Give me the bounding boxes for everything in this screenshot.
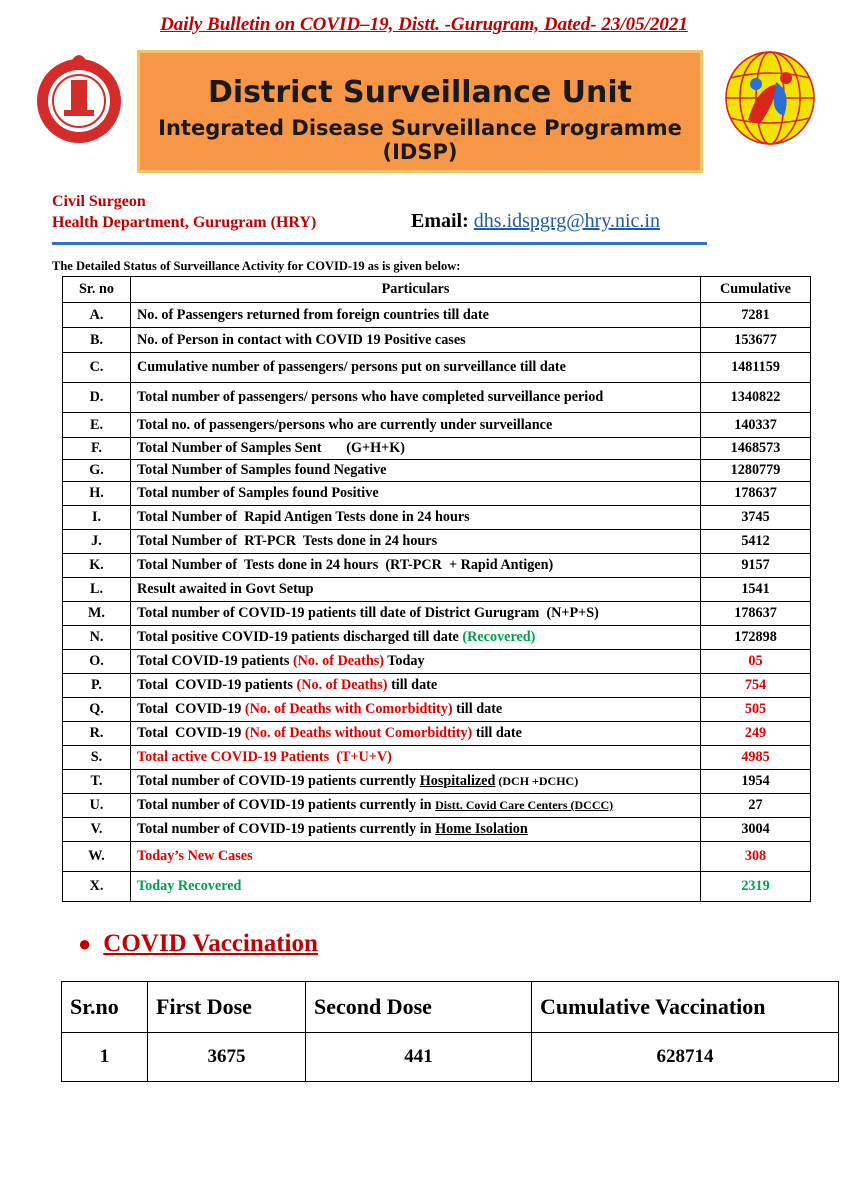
particulars-text: Total Number of RT-PCR Tests done in 24 hours <box>137 533 438 549</box>
row-particulars <box>131 794 701 818</box>
row-cumulative-value: 4985 <box>701 746 811 770</box>
particulars-text: (No. of Deaths without Comorbidtity) <box>244 725 473 741</box>
particulars-text: Total number of COVID-19 patients till date of District Gurugram (N+P+S) <box>137 605 599 621</box>
row-particulars <box>131 770 701 794</box>
row-particulars <box>131 438 701 460</box>
row-particulars <box>131 303 701 328</box>
particulars-text: No. of Person in contact with COVID 19 Positive cases <box>137 331 466 348</box>
row-cumulative-value: 5412 <box>701 530 811 554</box>
particulars-text: Total no. of passengers/persons who are currently under surveillance <box>137 416 553 433</box>
row-sr-no: F. <box>63 438 131 460</box>
civil-surgeon-line: Civil Surgeon <box>52 193 146 210</box>
particulars-text: No. of Passengers returned from foreign countries till date <box>137 306 489 323</box>
row-particulars <box>131 530 701 554</box>
particulars-text: (No. of Deaths with Comorbidtity) <box>244 701 453 717</box>
table-row <box>63 602 811 626</box>
civil-surgeon-block <box>52 191 316 233</box>
table-row <box>63 383 811 413</box>
row-particulars <box>131 626 701 650</box>
table-row <box>63 506 811 530</box>
table-row <box>63 413 811 438</box>
particulars-text: Cumulative number of passengers/ persons put on surveillance till date <box>137 359 566 375</box>
email-link[interactable]: dhs.idspgrg@hry.nic.in <box>473 210 660 232</box>
row-sr-no: S. <box>63 746 131 770</box>
particulars-text: Total Number of Tests done in 24 hours (RT-PCR + Rapid Antigen) <box>137 557 554 573</box>
row-sr-no: L. <box>63 578 131 602</box>
vac-second-dose: 441 <box>306 1033 532 1082</box>
row-cumulative-value: 1541 <box>701 578 811 602</box>
table-row <box>63 482 811 506</box>
vac-header-cumulative: Cumulative Vaccination <box>532 982 839 1033</box>
table-row <box>63 698 811 722</box>
banner-title: District Surveillance Unit <box>207 75 633 110</box>
particulars-text: (DCH +DCHC) <box>495 774 579 788</box>
particulars-text: Total number of COVID-19 patients currently in <box>137 797 436 813</box>
particulars-text: Total positive COVID-19 patients discharged till date <box>137 629 463 645</box>
row-particulars <box>131 674 701 698</box>
row-cumulative-value: 754 <box>701 674 811 698</box>
vaccination-heading <box>78 930 318 958</box>
row-sr-no: D. <box>63 383 131 413</box>
row-sr-no: P. <box>63 674 131 698</box>
particulars-text: Total COVID-19 patients <box>137 653 293 669</box>
header-banner <box>137 50 703 173</box>
email-block <box>411 210 660 233</box>
row-cumulative-value: 249 <box>701 722 811 746</box>
particulars-text: Total COVID-19 patients <box>137 677 297 693</box>
surveillance-table <box>62 276 811 902</box>
vac-cumulative: 628714 <box>532 1033 839 1082</box>
row-cumulative-value: 140337 <box>701 413 811 438</box>
row-sr-no: I. <box>63 506 131 530</box>
row-cumulative-value: 2319 <box>701 872 811 902</box>
row-sr-no: O. <box>63 650 131 674</box>
particulars-text: till date <box>387 677 438 693</box>
row-sr-no: Q. <box>63 698 131 722</box>
particulars-text: (No. of Deaths) <box>296 677 388 693</box>
row-particulars <box>131 746 701 770</box>
particulars-text: Today’s New Cases <box>137 848 253 864</box>
row-sr-no: G. <box>63 460 131 482</box>
row-cumulative-value: 1340822 <box>701 383 811 413</box>
row-cumulative-value: 505 <box>701 698 811 722</box>
row-sr-no: T. <box>63 770 131 794</box>
vaccination-heading-text: COVID Vaccination <box>103 930 318 957</box>
table-row <box>63 353 811 383</box>
header-particulars: Particulars <box>131 277 701 303</box>
row-particulars <box>131 328 701 353</box>
row-particulars <box>131 413 701 438</box>
row-sr-no: J. <box>63 530 131 554</box>
row-cumulative-value: 7281 <box>701 303 811 328</box>
vac-header-sr-no: Sr.no <box>62 982 148 1033</box>
table-row <box>63 626 811 650</box>
row-cumulative-value: 1481159 <box>701 353 811 383</box>
row-cumulative-value: 1280779 <box>701 460 811 482</box>
particulars-text: Total COVID-19 <box>137 701 245 717</box>
row-sr-no: X. <box>63 872 131 902</box>
row-cumulative-value: 178637 <box>701 482 811 506</box>
row-cumulative-value: 1468573 <box>701 438 811 460</box>
row-particulars <box>131 353 701 383</box>
particulars-text: Total number of COVID-19 patients currently <box>137 773 420 789</box>
table-row <box>63 872 811 902</box>
row-particulars <box>131 650 701 674</box>
row-cumulative-value: 308 <box>701 842 811 872</box>
row-particulars <box>131 578 701 602</box>
row-cumulative-value: 1954 <box>701 770 811 794</box>
health-department-line: Health Department, Gurugram (HRY) <box>52 214 317 231</box>
particulars-text: Distt. Covid Care Centers (DCCC) <box>435 798 614 812</box>
row-sr-no: R. <box>63 722 131 746</box>
banner-subtitle: Integrated Disease Surveillance Programme (IDSP) <box>158 116 682 164</box>
row-cumulative-value: 153677 <box>701 328 811 353</box>
idsp-globe-logo <box>722 48 818 148</box>
bulletin-title: Daily Bulletin on COVID–19, Distt. -Gurugram, Dated- 23/05/2021 <box>160 14 688 35</box>
row-sr-no: M. <box>63 602 131 626</box>
row-particulars <box>131 872 701 902</box>
particulars-text: Total number of passengers/ persons who have completed surveillance period <box>137 389 604 405</box>
table-row <box>63 460 811 482</box>
row-particulars <box>131 482 701 506</box>
particulars-text: Hospitalized <box>419 773 496 789</box>
table-row <box>63 818 811 842</box>
row-particulars <box>131 506 701 530</box>
row-cumulative-value: 9157 <box>701 554 811 578</box>
header-cumulative: Cumulative <box>701 277 811 303</box>
divider-line <box>52 242 707 245</box>
particulars-text: Total active COVID-19 Patients (T+U+V) <box>137 749 392 765</box>
table-row <box>63 554 811 578</box>
vaccination-table <box>61 981 839 1082</box>
row-sr-no: V. <box>63 818 131 842</box>
row-cumulative-value: 27 <box>701 794 811 818</box>
row-particulars <box>131 602 701 626</box>
row-sr-no: B. <box>63 328 131 353</box>
row-particulars <box>131 554 701 578</box>
table-row <box>63 530 811 554</box>
table-row <box>63 438 811 460</box>
row-sr-no: H. <box>63 482 131 506</box>
particulars-text: Home Isolation <box>435 821 528 837</box>
table-row <box>63 842 811 872</box>
row-cumulative-value: 3745 <box>701 506 811 530</box>
particulars-text: Total Number of Samples Sent (G+H+K) <box>137 440 406 456</box>
vaccination-data-row <box>62 1033 839 1082</box>
particulars-text: (Recovered) <box>462 629 536 645</box>
row-particulars <box>131 818 701 842</box>
row-particulars <box>131 383 701 413</box>
particulars-text: Total COVID-19 <box>137 725 245 741</box>
row-particulars <box>131 842 701 872</box>
vac-sr-no: 1 <box>62 1033 148 1082</box>
row-sr-no: N. <box>63 626 131 650</box>
row-cumulative-value: 178637 <box>701 602 811 626</box>
vaccination-header-row <box>62 982 839 1033</box>
table-row <box>63 794 811 818</box>
table-row <box>63 650 811 674</box>
table-row <box>63 770 811 794</box>
header-sr-no: Sr. no <box>63 277 131 303</box>
table-row <box>63 328 811 353</box>
particulars-text: Result awaited in Govt Setup <box>137 581 314 597</box>
row-cumulative-value: 05 <box>701 650 811 674</box>
particulars-text: till date <box>452 701 503 717</box>
row-sr-no: C. <box>63 353 131 383</box>
vac-header-second-dose: Second Dose <box>306 982 532 1033</box>
particulars-text: Total number of Samples found Positive <box>137 485 379 501</box>
intro-text: The Detailed Status of Surveillance Activity for COVID-19 as is given below: <box>52 259 461 273</box>
vac-first-dose: 3675 <box>148 1033 306 1082</box>
row-particulars <box>131 722 701 746</box>
row-sr-no: K. <box>63 554 131 578</box>
table-row <box>63 722 811 746</box>
row-sr-no: U. <box>63 794 131 818</box>
particulars-text: Total Number of Samples found Negative <box>137 462 387 478</box>
row-particulars <box>131 460 701 482</box>
particulars-text: Today <box>383 653 425 669</box>
table-row <box>63 746 811 770</box>
particulars-text: till date <box>472 725 522 741</box>
vac-header-first-dose: First Dose <box>148 982 306 1033</box>
table-row <box>63 578 811 602</box>
email-label: Email: <box>411 210 469 232</box>
row-sr-no: E. <box>63 413 131 438</box>
particulars-text: Total number of COVID-19 patients currently in <box>137 821 436 837</box>
particulars-text: Total Number of Rapid Antigen Tests done in 24 hours <box>137 509 470 525</box>
row-sr-no: A. <box>63 303 131 328</box>
bullet-icon: ● <box>78 931 92 956</box>
table-header-row <box>63 277 811 303</box>
table-row <box>63 674 811 698</box>
row-cumulative-value: 3004 <box>701 818 811 842</box>
row-sr-no: W. <box>63 842 131 872</box>
particulars-text: Today Recovered <box>137 878 242 894</box>
haryana-emblem-logo <box>34 46 124 146</box>
row-cumulative-value: 172898 <box>701 626 811 650</box>
row-particulars <box>131 698 701 722</box>
table-row <box>63 303 811 328</box>
particulars-text: (No. of Deaths) <box>292 653 384 669</box>
